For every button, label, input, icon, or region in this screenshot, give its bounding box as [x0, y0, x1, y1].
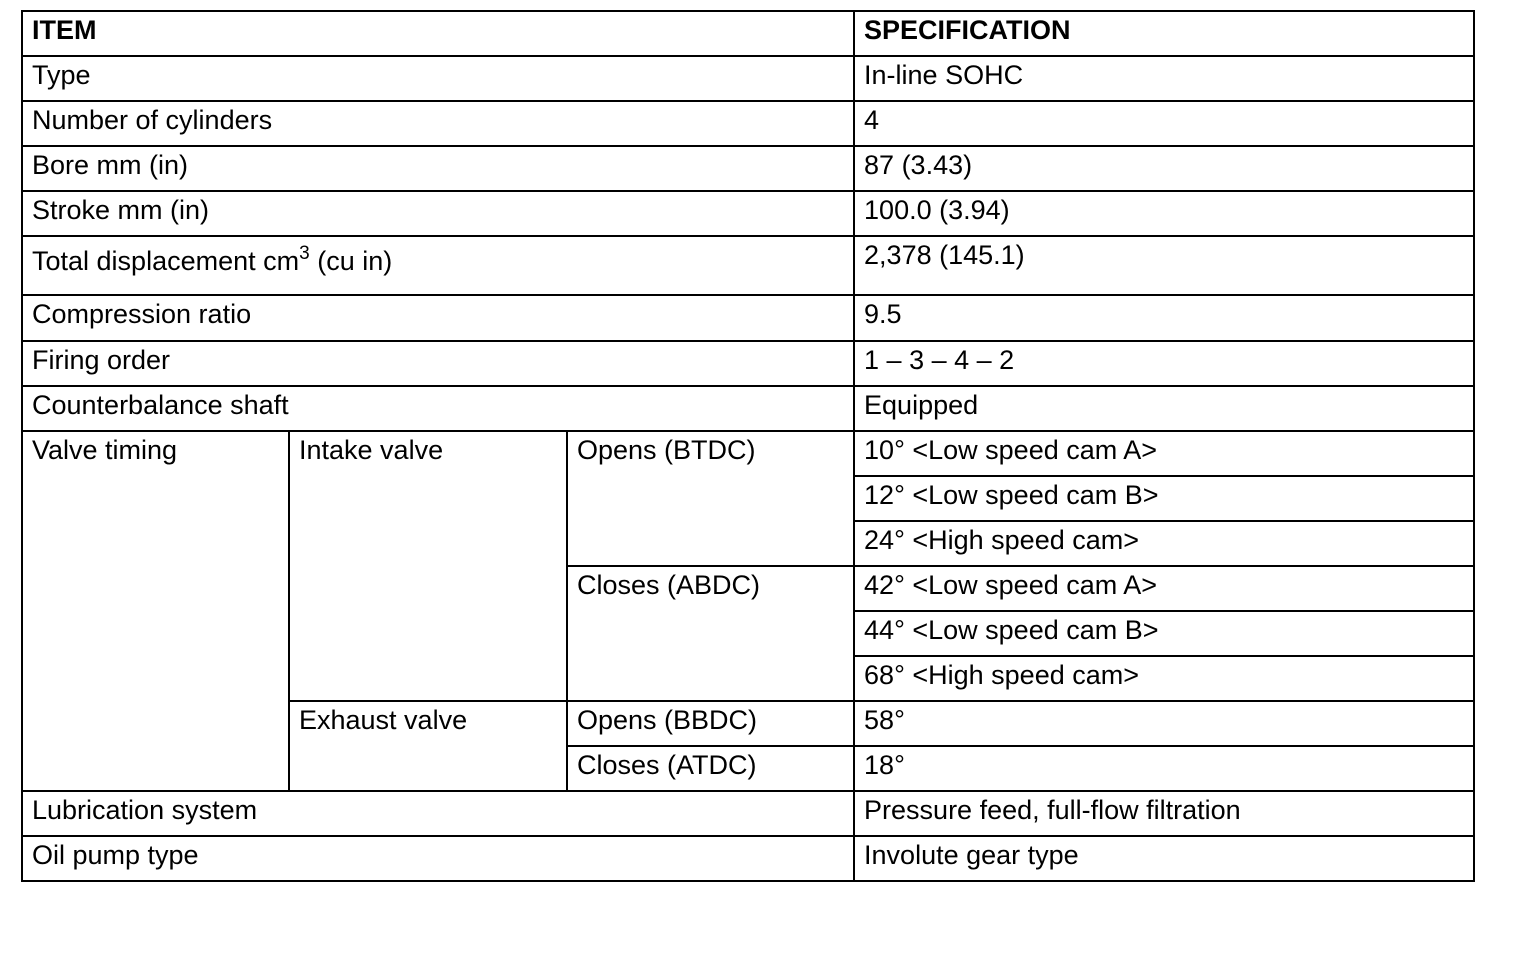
table-row	[22, 295, 1474, 341]
row-label: Type	[22, 56, 854, 101]
row-label: Lubrication system	[22, 791, 854, 836]
header-specification: SPECIFICATION	[854, 11, 1474, 56]
row-label: Oil pump type	[22, 836, 854, 881]
table-row	[22, 56, 1474, 101]
table-row	[22, 386, 1474, 431]
table-row	[22, 191, 1474, 236]
intake-opens-value: 10° <Low speed cam A>	[854, 431, 1474, 476]
displacement-superscript: 3	[299, 243, 310, 264]
valve-timing-label: Valve timing	[22, 431, 289, 791]
row-value: Involute gear type	[854, 836, 1474, 881]
row-label: Firing order	[22, 341, 854, 386]
row-label: Compression ratio	[22, 295, 854, 341]
displacement-unit: (cu in)	[309, 246, 393, 276]
row-value: 9.5	[854, 295, 1474, 341]
intake-opens-label: Opens (BTDC)	[567, 431, 854, 566]
displacement-label: Total displacement cm	[32, 246, 300, 276]
row-value: 4	[854, 101, 1474, 146]
row-label: Number of cylinders	[22, 101, 854, 146]
table-row	[22, 146, 1474, 191]
table-row	[22, 791, 1474, 836]
intake-valve-label: Intake valve	[289, 431, 567, 701]
exhaust-opens-value: 58°	[854, 701, 1474, 746]
exhaust-closes-value: 18°	[854, 746, 1474, 791]
header-item: ITEM	[22, 11, 854, 56]
engine-spec-table	[21, 10, 1475, 882]
exhaust-opens-label: Opens (BBDC)	[567, 701, 854, 746]
row-value: Equipped	[854, 386, 1474, 431]
table-row	[22, 236, 1474, 295]
row-label: Counterbalance shaft	[22, 386, 854, 431]
header-row	[22, 11, 1474, 56]
row-label: Bore mm (in)	[22, 146, 854, 191]
table-row	[22, 431, 1474, 476]
exhaust-closes-label: Closes (ATDC)	[567, 746, 854, 791]
row-value: 2,378 (145.1)	[854, 236, 1474, 295]
table-row	[22, 341, 1474, 386]
row-value: In-line SOHC	[854, 56, 1474, 101]
row-value: 1 – 3 – 4 – 2	[854, 341, 1474, 386]
table-row	[22, 101, 1474, 146]
row-value: 87 (3.43)	[854, 146, 1474, 191]
intake-closes-label: Closes (ABDC)	[567, 566, 854, 701]
table-row	[22, 836, 1474, 881]
row-label: Stroke mm (in)	[22, 191, 854, 236]
intake-opens-value: 24° <High speed cam>	[854, 521, 1474, 566]
intake-opens-value: 12° <Low speed cam B>	[854, 476, 1474, 521]
exhaust-valve-label: Exhaust valve	[289, 701, 567, 791]
intake-closes-value: 68° <High speed cam>	[854, 656, 1474, 701]
intake-closes-value: 42° <Low speed cam A>	[854, 566, 1474, 611]
row-value: 100.0 (3.94)	[854, 191, 1474, 236]
row-value: Pressure feed, full-flow filtration	[854, 791, 1474, 836]
intake-closes-value: 44° <Low speed cam B>	[854, 611, 1474, 656]
row-label	[22, 236, 854, 295]
